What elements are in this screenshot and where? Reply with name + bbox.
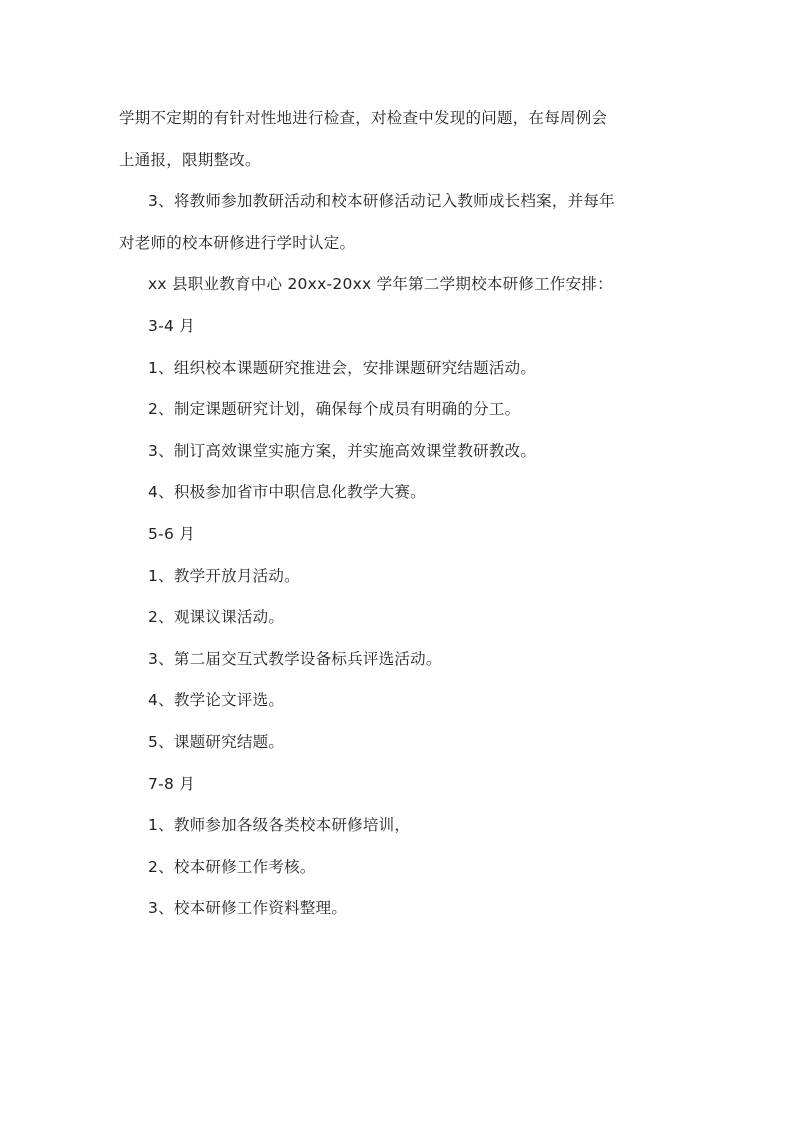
list-item: 5、课题研究结题。 [148,733,285,751]
list-item: 2、校本研修工作考核。 [148,858,316,876]
period-title: 3-4 月 [148,317,195,335]
list-item: 1、教师参加各级各类校本研修培训， [148,816,411,834]
list-item: 1、教学开放月活动。 [148,567,300,585]
paragraph-line: 3、将教师参加教研活动和校本研修活动记入教师成长档案，并每年 [148,192,615,210]
schedule-heading: xx 县职业教育中心 20xx-20xx 学年第二学期校本研修工作安排： [148,275,613,293]
paragraph-line: 对老师的校本研修进行学时认定。 [119,234,356,252]
list-item: 3、校本研修工作资料整理。 [148,899,348,917]
list-item: 2、观课议课活动。 [148,608,285,626]
list-item: 4、积极参加省市中职信息化教学大赛。 [148,483,426,501]
period-title: 5-6 月 [148,525,195,543]
list-item: 3、第二届交互式教学设备标兵评选活动。 [148,650,442,668]
period-title: 7-8 月 [148,775,195,793]
list-item: 4、教学论文评选。 [148,691,285,709]
list-item: 2、制定课题研究计划，确保每个成员有明确的分工。 [148,400,521,418]
list-item: 1、组织校本课题研究推进会，安排课题研究结题活动。 [148,359,537,377]
list-item: 3、制订高效课堂实施方案，并实施高效课堂教研教改。 [148,442,537,460]
paragraph-line: 学期不定期的有针对性地进行检查，对检查中发现的问题，在每周例会 [119,109,608,127]
paragraph-line: 上通报，限期整改。 [119,151,261,169]
